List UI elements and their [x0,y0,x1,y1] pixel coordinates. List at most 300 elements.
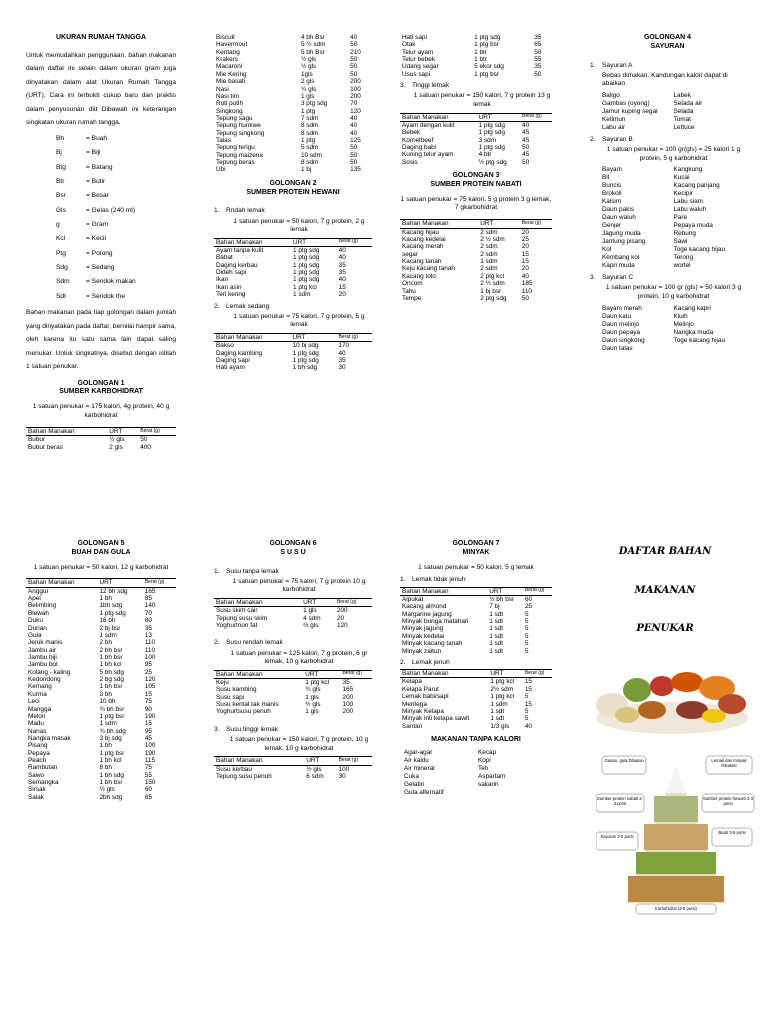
weight-cell: 15 [524,685,532,693]
urt-cell: ¾ gls [300,85,317,93]
weight-cell: 15 [338,283,346,291]
urt-cell: 2 ptg sdg [480,294,507,302]
table-row [214,708,372,715]
urt-cell: 1 ptg [300,107,316,115]
list-item: Labu air [602,123,626,131]
abbreviation-item: Btg = Batang [56,163,113,171]
table-row [400,159,552,166]
table-row [400,723,552,730]
urt-cell: 1 ptg sdg [474,34,501,41]
weight-cell: 80 [144,617,152,625]
urt-cell: 2 sdm [480,265,498,273]
food-name-cell: Minyak kacang tanah [402,640,463,648]
pyramid-label-animal-protein: Sumber protein hewani 2-3 porsi [702,796,754,807]
urt-cell: 5 ½ sdm [300,41,326,49]
urt-cell: 2 sdm [480,228,498,236]
urt-cell: 1 bh bsr [99,653,123,661]
weight-cell: 75 [144,764,152,772]
list-item: Daun waluh [602,214,636,222]
food-name-cell: Nanas [28,727,47,735]
table-row [214,56,372,63]
list-item: Gula alternatif [404,788,444,796]
urt-cell: ¾ gls [305,686,321,694]
weight-cell: 85 [144,595,152,603]
food-name-cell: Keju [216,679,229,687]
list-item: Daun katu [602,312,632,320]
g7-desc: 1 satuan penukar = 50 kalori, 5 g lemak [418,563,534,571]
urt-cell: 8 sdm [300,122,319,130]
list-item: Daun singkong [602,336,645,344]
urt-cell: 1gls [300,70,313,78]
col-urt-header: URT [291,333,337,341]
weight-cell: 50 [521,294,529,302]
weight-cell: 110 [521,287,532,295]
food-name-cell: Tepung susu skim [216,614,268,622]
col-weight-header: Berat (g) [143,579,176,587]
food-name-cell: Nangka masak [28,734,71,742]
urt-cell: 1 bh kcl [99,661,122,669]
g6-title: GOLONGAN 6 [269,540,317,547]
table-row [26,735,176,742]
list-item: Air kaldu [404,756,429,764]
urt-cell: 3 bj sdg [99,734,122,742]
g4-b-desc: 1 satuan penukar = 100 gr(gls) = 25 kalori 1 g protein, 5 g karbohidrat [606,146,741,162]
pyramid-label-salt-sugar: Garam, gula Dibatasi [604,758,644,763]
table-row [400,715,552,722]
col-name-header: Bahan Manakan [400,220,478,228]
g5-column [26,540,176,980]
table-row [26,764,176,771]
food-name-cell: Hati ayam [216,364,245,372]
urt-cell: 1 bh bsr [99,683,123,691]
table-row [214,130,372,137]
food-name-cell: Blewah [28,609,49,617]
weight-cell: 190 [144,749,156,757]
g2-b-label: 2. Lemak sedang [214,302,270,310]
urt-cell: 2 bh [99,639,112,647]
food-name-cell: Macaroni [216,63,243,71]
weight-cell: 185 [521,280,533,288]
weight-cell: 35 [144,624,152,632]
weight-cell: 165 [144,587,156,595]
weight-cell: 50 [140,436,148,444]
weight-cell: 5 [524,693,529,701]
food-name-cell: segar [402,250,418,258]
weight-cell: 200 [350,92,361,100]
food-name-cell: Kelapa Parut [402,685,439,693]
food-name-cell: Tahu [402,287,416,295]
table-row [400,273,552,280]
urt-cell: 12 bh sdg [99,587,128,595]
urt-cell: 4 btr [478,151,492,159]
weight-cell: 5 [524,625,529,633]
table-row [214,34,372,41]
table-row [26,750,176,757]
table-row [214,342,372,350]
list-item: Jamur kuping segar [602,107,659,115]
g6-b-table [214,670,372,716]
list-item: Toge kacang hijau [673,246,726,254]
table-row [400,603,552,610]
weight-cell: 65 [144,793,152,801]
weight-cell: 15 [524,678,532,686]
pyramid-label-carbohydrate: Karbohidrat (3-8 porsi) [655,906,697,911]
table-row [214,108,372,115]
abbreviation-item: Bsr = Besar [56,192,109,200]
g4-a-list [602,92,745,132]
weight-cell: 5 [524,632,529,640]
food-name-cell: Sawo [28,771,44,779]
weight-cell: 20 [338,291,346,299]
food-name-cell: Ikan asin [216,283,242,291]
list-item: Gelatin [404,780,425,788]
weight-cell: 15 [144,720,152,728]
food-name-cell: Minyak jagung [402,625,444,633]
list-item: Melinjo [673,320,694,328]
list-item: Kol [602,246,612,254]
col-weight-header: Berat (g) [520,220,552,228]
urt-cell: 2 bg sdg [99,676,124,684]
food-name-cell: Salak [28,793,44,801]
g5-desc: 1 satuan penukar = 50 kalori, 12 g karbohidrat [33,563,169,571]
g6-column [214,540,372,980]
food-name-cell: Singkong [216,107,243,115]
weight-cell: 70 [350,100,358,108]
urt-cell: 1 ptg bsr [474,70,499,78]
abbreviation-item: Bh = Buah [56,134,108,142]
table-row [214,49,372,56]
weight-cell: 40 [524,722,532,730]
pyramid-label-plant-protein: Sumber protein nabati 2-3 porsi [596,796,644,807]
pyramid-label-vegetables: Sayuran 3-5 porsi [600,834,634,839]
table-row [400,633,552,640]
urt-cell: 8 sdm [300,129,319,137]
abbreviation-item: g = Gram [56,221,109,228]
food-name-cell: Kelapa [402,678,422,686]
urt-cell: 2 gls [109,443,123,451]
food-name-cell: Susu kerbau [216,765,252,773]
weight-cell: 75 [144,698,152,706]
weight-cell: 200 [342,693,354,701]
urt-cell: 1 ptg kcl [293,283,317,291]
urt-cell: 1 sdt [489,625,504,633]
food-name-cell: Margarine jagung [402,610,452,618]
weight-cell: 20 [521,243,529,251]
urt-cell: 2 sdm [480,250,498,258]
list-item: Ketimun [602,115,626,123]
weight-cell: 210 [350,48,361,56]
table-row [400,611,552,618]
food-name-cell: Kacang merah [402,243,444,251]
g1-table-b [214,34,372,174]
urt-cell: 1 sdm [480,258,498,266]
weight-cell: 45 [144,734,152,742]
col-weight-header: Berat (g) [337,238,372,246]
urt-cell: 1 bh [99,595,112,603]
food-name-cell: Babat [216,254,233,262]
weight-cell: 15 [144,690,152,698]
weight-cell: 5 [524,640,529,648]
col-urt-header: URT [301,598,335,606]
table-row [26,661,176,668]
weight-cell: 35 [338,269,346,277]
weight-cell: 40 [350,34,358,41]
list-item: Pare [673,214,687,222]
table-row [214,86,372,93]
urt-cell: 6 sdm [306,772,324,780]
g5-title: GOLONGAN 5 [77,540,125,547]
weight-cell: 60 [524,595,533,603]
food-name-cell: Hati sapi [402,34,427,41]
list-item: Kangkung [673,166,703,174]
urt-cell: 2 bj bsr [99,624,121,632]
urt-cell: 1 ptg sdg [478,129,505,137]
food-name-cell: Udang segar [402,63,439,71]
table-row [214,254,372,261]
food-name-cell: Durian [28,624,47,632]
urt-cell: 5 sdm [300,144,319,152]
list-item: Kalsim [602,198,622,206]
weight-cell: 5 [524,610,529,618]
urt-cell: 1 ptg bsr [99,712,125,720]
table-row [26,691,176,698]
col-urt-header: URT [291,238,337,246]
table-row [400,701,552,708]
col-name-header: Bahan Manakan [214,333,291,341]
g6-subtitle: S U S U [280,548,306,556]
urt-cell: 2½ sdm [490,685,514,693]
weight-cell: 25 [144,668,152,676]
list-item [478,789,552,797]
food-name-cell: Minyak zaitun [402,647,442,655]
col-name-header: Bahan Manakan [214,598,301,606]
weight-cell: 20 [521,265,529,273]
table-row [400,693,552,700]
food-name-cell: Pepaya [28,749,50,757]
urt-intro: Untuk memudahkan penggunaan, bahan makanan dalam daftar ini selain dalam ukuran gram juga dinyatakan dalam alat Ukuran Rumah Tangga (URT). Cara ini terbukti cukup baru dan praktis dalam penyusunan diit Dibawah ini keterangan singkatan ukuran rumah tangga. [26,51,176,127]
table-row [400,288,552,295]
food-name-cell: Mie Kering [216,70,247,78]
weight-cell: 25 [521,236,529,244]
food-name-cell: Kacang tolo [402,272,436,280]
table-row [214,350,372,357]
urt-cell: 2 gls [300,78,315,86]
table-row [400,129,552,136]
g3-title: GOLONGAN 3 [452,172,500,180]
urt-cell: 1 gls [300,92,315,100]
urt-cell: 1 sdm [99,631,117,639]
table-row [26,436,176,444]
table-row [400,243,552,250]
urt-cell: 1 ptg sdg [478,143,505,151]
food-name-cell: Jeruk manis [28,639,63,647]
weight-cell: 50 [350,63,358,71]
g4-subtitle: SAYURAN [650,42,685,50]
table-row [214,773,372,780]
g2-a-label: 1. Rndah lemak [214,207,265,215]
food-name-cell: Daging kambing [216,349,263,357]
abbreviation-item: Sdg = Sedang [56,264,115,272]
urt-cell: 1 bh [99,742,112,750]
table-row [26,794,176,801]
list-item: Kucai [673,174,690,182]
table-row [214,357,372,364]
table-row [214,152,372,159]
food-name-cell: Mentega [402,700,427,708]
table-row [214,701,372,708]
food-name-cell: Kacang almond [402,603,447,611]
urt-cell: 1 btr [474,56,487,64]
weight-cell: 120 [144,676,156,684]
urt-cell: 1 gls [305,708,319,716]
list-item: Terong [673,254,694,262]
table-row [400,228,552,236]
urt-cell: ½ gls [99,786,115,794]
food-name-cell: Leci [28,698,40,706]
weight-cell: 200 [336,607,348,615]
food-name-cell: Madu [28,720,44,728]
urt-cell: 1 sdt [490,707,505,715]
urt-cell: 1 sdm [293,291,311,299]
g2-c-desc: 1 satuan penukar = 150 kalori, 7 g protein 13 g lemak [413,92,551,108]
food-name-cell: Dideh sapi [216,269,247,277]
list-item: Kluih [673,312,688,320]
g2-b-table [214,333,372,372]
weight-cell: 95 [144,661,152,669]
urt-cell: 1 ptg sdg [292,357,319,364]
urt-cell: ¾ bh bsr [99,705,125,713]
weight-cell: 25 [524,603,533,611]
food-name-cell: Yoghurtnon fat [216,621,258,629]
weight-cell: 100 [144,742,156,750]
weight-cell: 90 [144,705,152,713]
list-item: Teh [478,764,489,772]
table-row [26,772,176,779]
weight-cell: 35 [534,34,542,41]
g3-subtitle: SUMBER PROTEIN NABATI [430,180,522,188]
g2-title: GOLONGAN 2 [269,179,317,187]
urt-cell: 2 ptg kcl [480,272,504,280]
food-name-cell: Mie basah [216,78,246,86]
list-item: Aspartam [478,772,506,780]
urt-cell: 10 bj sdg [292,342,319,350]
food-name-cell: Havermout [216,41,248,49]
col-urt-header: URT [488,670,523,678]
col-weight-header: Berat (g) [523,670,552,678]
food-name-cell: Krakers [216,56,239,64]
food-name-cell: Lemak babi/sapi [402,693,449,701]
weight-cell: 50 [534,48,542,56]
urt-cell: ¾ bh sdg [99,727,126,735]
urt-cell: 2bh sdg [99,793,123,801]
col-urt-header: URT [477,113,521,121]
table-row [400,265,552,272]
urt-cell: 1 ptg sdg [293,247,320,255]
urt-cell: 1 bh kcl [99,757,122,765]
food-name-cell: Kentang [216,48,240,56]
urt-cell: ½ gls [306,765,322,773]
urt-cell: 1 ptg sdg [478,121,505,129]
food-name-cell: Nasi [216,85,229,93]
weight-cell: 5 [524,647,529,655]
table-row [214,71,372,78]
table-row [26,610,176,617]
table-row [214,694,372,701]
urt-cell: 5 bh Bsr [300,48,325,56]
weight-cell: 190 [144,712,156,720]
food-name-cell: Mangga [28,705,52,713]
g2-b-desc: 1 satuan penukar = 75 kalori, 7 g protein, 5 g lemak [233,312,365,329]
cover-title-line3: PENUKAR [636,623,694,634]
g4-column [590,34,745,504]
list-item: Buncis [602,182,622,190]
table-row [214,765,372,773]
food-name-cell: Tepung singkong [216,129,265,137]
food-name-cell: Jambu air [28,646,57,654]
urt-cell: 1 sdt [489,647,504,655]
food-name-cell: Duku [28,617,43,625]
col-urt-header: URT [303,670,340,678]
weight-cell: 40 [338,276,346,284]
list-item: Air mineral [404,764,435,772]
g1-g2-column [214,34,372,504]
urt-cell: 8 sdm [300,159,319,167]
g6-b-label: 2. Susu rendah lemak [214,639,283,647]
abbreviation-item: Ptg = Potong [56,249,113,257]
urt-cell: 1 bh sdg [99,771,124,779]
table-row [400,258,552,265]
g3-desc: 1 satuan penukar = 75 kalori, 5 g protein 3 g lemak, 7 gkarbohidrat [400,195,552,212]
food-name-cell: Minyak bunga matahari [402,618,469,626]
table-row [214,93,372,100]
urt-cell: 1 ptg kcl [490,693,515,701]
table-row [26,632,176,639]
food-name-cell: Talas [216,137,231,145]
food-name-cell: Minyak inti kelapa sawit [402,715,470,723]
g6-a-label: 1. Susu tanpa lemak [214,567,279,575]
table-row [214,41,372,48]
weight-cell: 200 [342,708,354,716]
col-name-header: Bahan Manakan [214,670,303,678]
weight-cell: 115 [144,757,156,765]
weight-cell: 100 [338,765,350,773]
food-name-cell: Bubur [28,436,46,444]
nocal-list [404,749,552,797]
weight-cell: 100 [144,653,156,661]
food-name-cell: Kuning telur ayam [402,151,454,159]
table-row [214,291,372,298]
table-row [400,34,552,41]
food-name-cell: Tepung terigu [216,144,255,152]
urt-cell: 1 bh sdg [292,364,318,372]
urt-cell: 7 sdm [300,114,319,122]
weight-cell: 135 [350,166,361,174]
col-name-header: Bahan Manakan [214,757,304,765]
urt-cell: 1 ptg sdg [293,276,320,284]
food-name-cell: Susu sapi [216,693,245,701]
g2-c-label: 3. Tinggi lemak [400,82,450,90]
list-item: Agar-agar [404,748,433,756]
food-name-cell: Telur ayam [402,48,434,56]
food-name-cell: Kornetbeef [402,136,434,144]
weight-cell: 50 [522,158,530,166]
urt-cell: 1 sdt [489,640,504,648]
g7-b-table [400,669,552,730]
col-urt-header: URT [107,428,138,436]
weight-cell: 140 [144,602,156,610]
weight-cell: 30 [338,772,346,780]
list-item: Lettuce [673,123,695,131]
